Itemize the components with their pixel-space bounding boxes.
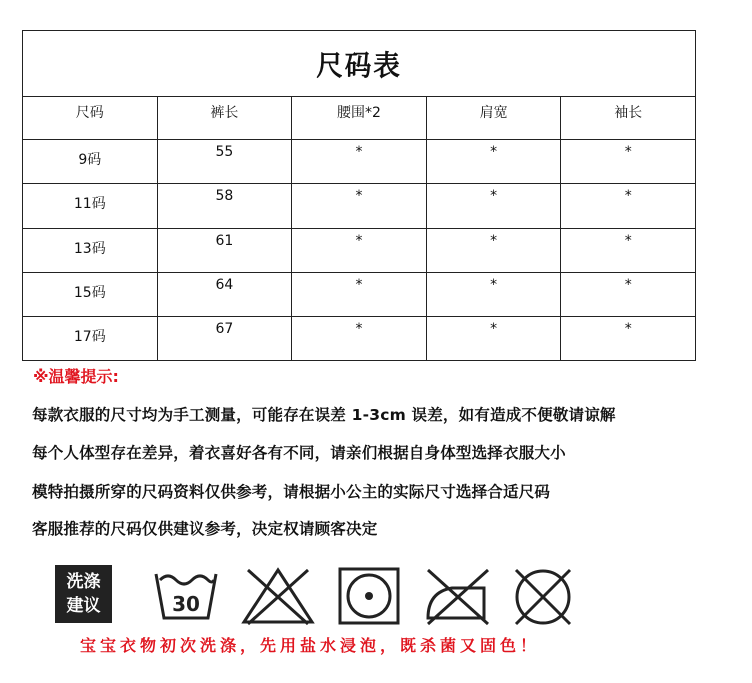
cell-text: 61 xyxy=(215,232,234,249)
cell-text: * xyxy=(490,232,498,249)
cell-pants-length xyxy=(157,140,292,184)
cell-size xyxy=(23,184,158,228)
cell-text: 64 xyxy=(215,276,234,293)
header-pants-length-label: 裤长 xyxy=(210,105,239,122)
header-shoulder xyxy=(426,97,561,140)
cell-text: * xyxy=(490,188,498,205)
no-dry-clean-icon xyxy=(510,566,576,628)
header-pants-length xyxy=(157,97,292,140)
header-sleeve-label: 袖长 xyxy=(614,105,643,122)
cell-text: * xyxy=(624,276,632,293)
cell-pants-length xyxy=(157,228,292,272)
cell-size xyxy=(23,272,158,316)
table-title-cell xyxy=(23,31,696,97)
tip-line: 模特拍摄所穿的尺码资料仅供参考，请根据小公主的实际尺寸选择合适尺码 xyxy=(32,483,551,501)
cell-pants-length xyxy=(157,184,292,228)
cell-text: * xyxy=(490,320,498,337)
cell-waist xyxy=(292,184,427,228)
cell-sleeve xyxy=(561,228,696,272)
cell-sleeve xyxy=(561,184,696,228)
tip-line: 客服推荐的尺码仅供建议参考，决定权请顾客决定 xyxy=(32,520,378,538)
tip-line: 每个人体型存在差异，着衣喜好各有不同，请亲们根据自身体型选择衣服大小 xyxy=(32,444,566,462)
cell-size xyxy=(23,228,158,272)
cell-text: * xyxy=(624,320,632,337)
table-row xyxy=(23,272,696,316)
wash-label-line2: 建议 xyxy=(66,596,101,616)
cell-shoulder xyxy=(426,228,561,272)
table-header-row xyxy=(23,97,696,140)
table-row xyxy=(23,140,696,184)
cell-text: 67 xyxy=(215,320,234,337)
care-note: 宝宝衣物初次洗涤，先用盐水浸泡，既杀菌又固色！ xyxy=(80,636,541,655)
wash-label-line1: 洗涤 xyxy=(66,572,101,592)
tumble-dry-icon xyxy=(337,566,401,626)
cell-waist xyxy=(292,140,427,184)
cell-shoulder xyxy=(426,272,561,316)
cell-text: * xyxy=(490,276,498,293)
cell-text: * xyxy=(624,232,632,249)
cell-pants-length xyxy=(157,316,292,360)
cell-shoulder xyxy=(426,140,561,184)
cell-text: * xyxy=(624,188,632,205)
cell-text: * xyxy=(490,144,498,161)
cell-size xyxy=(23,316,158,360)
no-iron-icon xyxy=(422,566,492,626)
wash-advice-label xyxy=(55,565,112,623)
cell-shoulder xyxy=(426,316,561,360)
cell-waist xyxy=(292,272,427,316)
table-title: 尺码表 xyxy=(316,48,402,82)
cell-size-text: 13码 xyxy=(73,240,106,257)
cell-size-text: 11码 xyxy=(73,196,106,213)
header-shoulder-label: 肩宽 xyxy=(479,105,508,122)
header-waist-label: 腰围*2 xyxy=(337,105,381,122)
size-chart-table xyxy=(22,30,696,361)
cell-sleeve xyxy=(561,316,696,360)
tips-title: ※温馨提示: xyxy=(33,367,119,386)
wash-30-icon xyxy=(152,566,220,624)
cell-text: * xyxy=(355,144,363,161)
tip-line: 每款衣服的尺寸均为手工测量，可能存在误差 1-3cm 误差，如有造成不便敬请谅解 xyxy=(32,406,616,424)
cell-waist xyxy=(292,316,427,360)
cell-shoulder xyxy=(426,184,561,228)
cell-pants-length xyxy=(157,272,292,316)
cell-text: * xyxy=(624,144,632,161)
header-sleeve xyxy=(561,97,696,140)
header-size xyxy=(23,97,158,140)
no-bleach-icon xyxy=(240,566,316,626)
cell-text: 55 xyxy=(215,144,234,161)
cell-text: * xyxy=(355,188,363,205)
cell-text: * xyxy=(355,276,363,293)
cell-text: 58 xyxy=(215,188,234,205)
wash-temp-text: 30 xyxy=(172,592,200,616)
cell-size-text: 9码 xyxy=(78,152,102,169)
table-row xyxy=(23,316,696,360)
header-waist xyxy=(292,97,427,140)
cell-size xyxy=(23,140,158,184)
table-row xyxy=(23,228,696,272)
cell-sleeve xyxy=(561,140,696,184)
header-size-label: 尺码 xyxy=(75,105,104,122)
cell-size-text: 17码 xyxy=(73,328,106,345)
cell-waist xyxy=(292,228,427,272)
cell-text: * xyxy=(355,320,363,337)
table-row xyxy=(23,184,696,228)
cell-size-text: 15码 xyxy=(73,284,106,301)
cell-text: * xyxy=(355,232,363,249)
cell-sleeve xyxy=(561,272,696,316)
